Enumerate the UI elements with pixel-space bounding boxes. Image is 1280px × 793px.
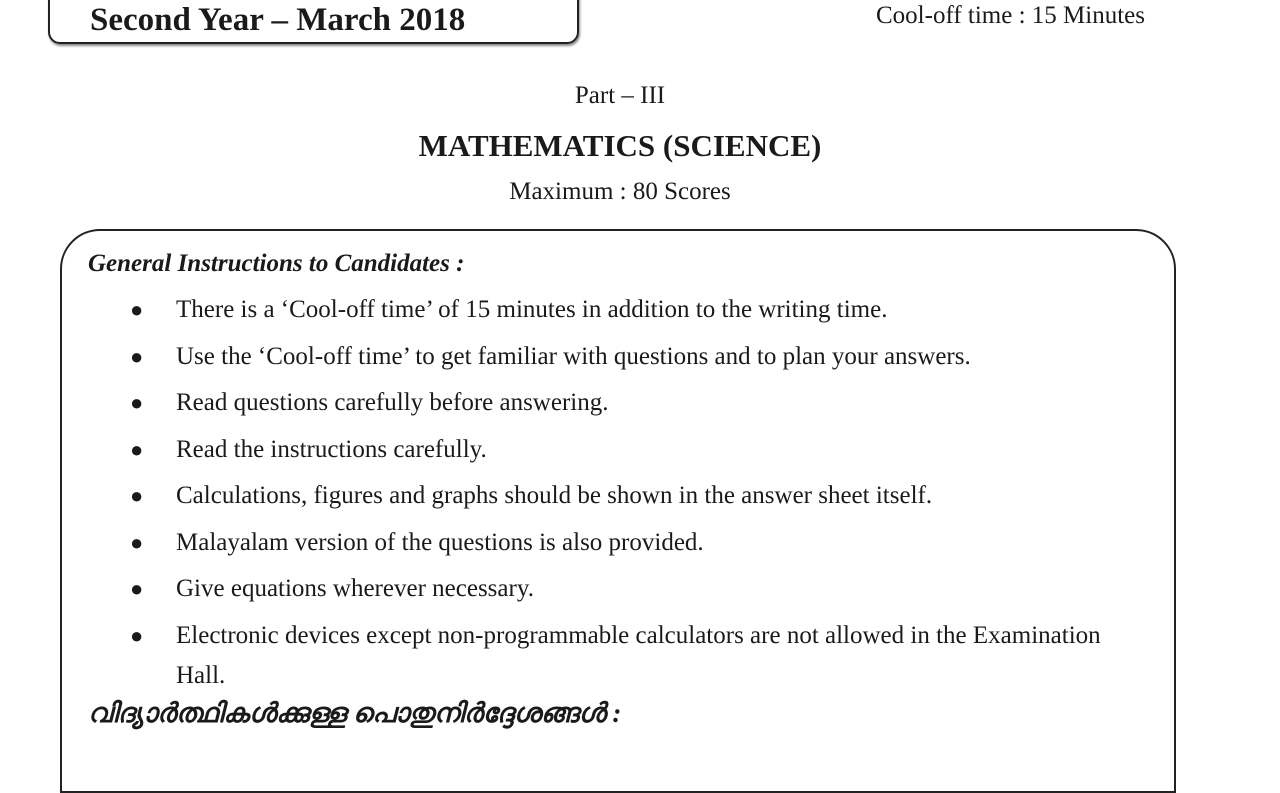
malayalam-heading: വിദ്യാർത്ഥികൾക്കുള്ള പൊതുനിർദ്ദേശങ്ങൾ : — [88, 698, 622, 728]
bullet-icon: ● — [130, 297, 144, 322]
bullet-icon: ● — [130, 343, 144, 369]
exam-label: Second Year – March 2018 — [90, 2, 466, 38]
list-item: ● There is a ‘Cool-off time’ of 15 minutes in addition to the writing time. — [130, 290, 1130, 330]
list-item: ● Electronic devices except non-programmable calculators are not allowed in the Examination Hall. — [130, 616, 1130, 696]
bullet-icon: ● — [130, 529, 144, 555]
list-item: ● Malayalam version of the questions is also provided. — [130, 523, 1130, 563]
bullet-icon: ● — [130, 483, 144, 508]
list-item: ● Read the instructions carefully. — [130, 430, 1130, 470]
list-item: ● Give equations wherever necessary. — [130, 569, 1130, 609]
list-item: ● Use the ‘Cool-off time’ to get familiar with questions and to plan your answers. — [130, 337, 1130, 377]
instructions-heading: General Instructions to Candidates : — [88, 250, 465, 277]
exam-label-box — [48, 0, 579, 44]
subject-title: MATHEMATICS (SCIENCE) — [418, 128, 822, 163]
bullet-icon: ● — [130, 390, 144, 415]
bullet-icon: ● — [130, 436, 144, 462]
cool-off-time: Cool-off time : 15 Minutes — [876, 2, 1145, 29]
part-label: Part – III — [574, 82, 666, 109]
bullet-icon: ● — [130, 576, 144, 601]
list-item: ● Calculations, figures and graphs should be shown in the answer sheet itself. — [130, 476, 1130, 516]
bullet-icon: ● — [130, 622, 144, 648]
maximum-scores: Maximum : 80 Scores — [509, 178, 731, 205]
list-item: ● Read questions carefully before answering. — [130, 383, 1130, 423]
instructions-list — [130, 290, 1130, 702]
